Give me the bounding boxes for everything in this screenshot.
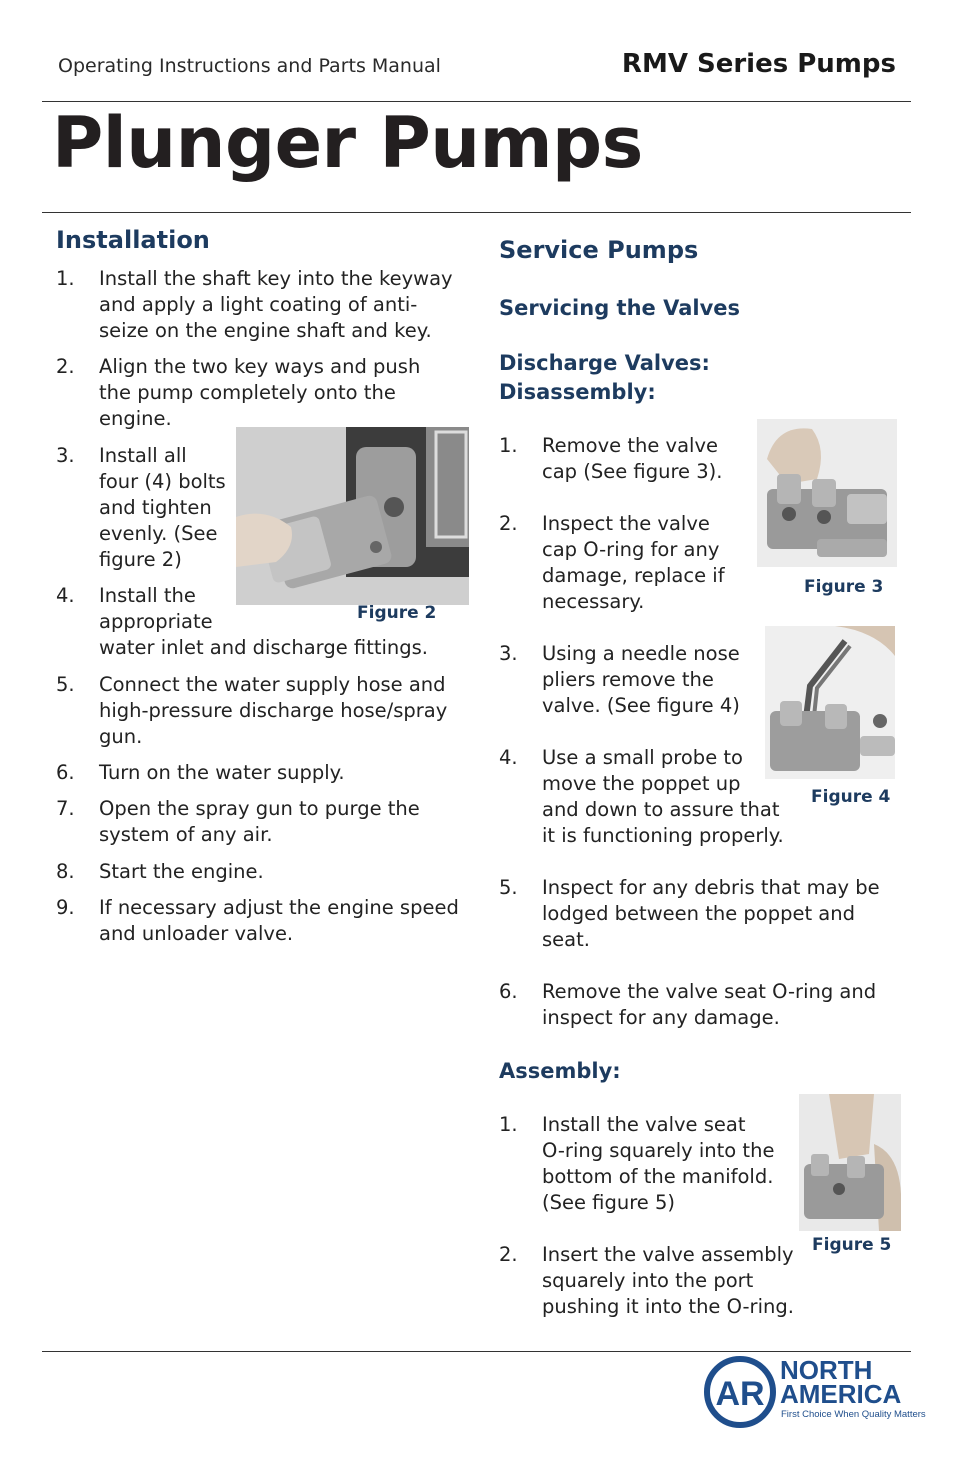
item-number: 7. xyxy=(56,797,75,820)
item-text: seat. xyxy=(542,928,590,951)
figure-4-pliers-photo xyxy=(765,626,895,779)
logo-line-1: NORTH xyxy=(780,1355,873,1385)
item-number: 6. xyxy=(499,980,518,1003)
item-text: squarely into the port xyxy=(542,1269,754,1292)
item-text: inspect for any damage. xyxy=(542,1006,780,1029)
item-text: pliers remove the xyxy=(542,668,714,691)
item-text: and apply a light coating of anti- xyxy=(99,293,418,316)
figure-4-caption: Figure 4 xyxy=(811,787,891,807)
item-text: bottom of the manifold. xyxy=(542,1165,774,1188)
logo-tagline: First Choice When Quality Matters xyxy=(781,1409,926,1420)
item-text: Connect the water supply hose and xyxy=(99,673,446,696)
page-title: Plunger Pumps xyxy=(52,102,643,184)
item-text: Using a needle nose xyxy=(542,642,740,665)
item-text: cap O-ring for any xyxy=(542,538,720,561)
item-number: 3. xyxy=(56,444,75,467)
item-number: 8. xyxy=(56,860,75,883)
item-number: 2. xyxy=(56,355,75,378)
footer-divider xyxy=(42,1351,911,1352)
item-text: Start the engine. xyxy=(99,860,264,883)
logo-line-2: AMERICA xyxy=(780,1379,902,1409)
figure-2-pump-photo xyxy=(236,427,469,605)
item-number: 5. xyxy=(56,673,75,696)
item-number: 3. xyxy=(499,642,518,665)
item-text: system of any air. xyxy=(99,823,273,846)
item-text: and unloader valve. xyxy=(99,922,294,945)
installation-heading: Installation xyxy=(56,226,210,254)
figure-3-valve-cap-photo xyxy=(757,419,897,567)
item-text: water inlet and discharge fittings. xyxy=(99,636,428,659)
item-text: the pump completely onto the xyxy=(99,381,396,404)
item-number: 1. xyxy=(499,1113,518,1136)
item-text: Remove the valve seat O-ring and xyxy=(542,980,877,1003)
item-number: 4. xyxy=(499,746,518,769)
item-text: Align the two key ways and push xyxy=(99,355,421,378)
item-text: Remove the valve xyxy=(542,434,718,457)
figure-2-caption: Figure 2 xyxy=(357,603,437,623)
item-text: valve. (See figure 4) xyxy=(542,694,740,717)
item-number: 2. xyxy=(499,512,518,535)
item-text: four (4) bolts xyxy=(99,470,226,493)
item-text: evenly. (See xyxy=(99,522,218,545)
figure-3-caption: Figure 3 xyxy=(804,577,884,597)
item-text: (See figure 5) xyxy=(542,1191,675,1214)
ar-logo-mark xyxy=(703,1355,777,1429)
item-text: Inspect for any debris that may be xyxy=(542,876,880,899)
item-text: move the poppet up xyxy=(542,772,741,795)
discharge-valves-heading: Discharge Valves: xyxy=(499,351,710,375)
servicing-valves-heading: Servicing the Valves xyxy=(499,296,740,320)
svg-text:AR: AR xyxy=(715,1375,765,1413)
item-text: Install the valve seat xyxy=(542,1113,746,1136)
item-text: Install the xyxy=(99,584,196,607)
manual-type-label: Operating Instructions and Parts Manual xyxy=(58,55,441,77)
item-text: appropriate xyxy=(99,610,213,633)
item-text: cap (See figure 3). xyxy=(542,460,723,483)
item-text: damage, replace if xyxy=(542,564,725,587)
figure-5-caption: Figure 5 xyxy=(812,1235,892,1255)
item-text: gun. xyxy=(99,725,143,748)
item-text: high-pressure discharge hose/spray xyxy=(99,699,448,722)
item-text: Install the shaft key into the keyway xyxy=(99,267,453,290)
item-text: Install all xyxy=(99,444,187,467)
item-number: 9. xyxy=(56,896,75,919)
item-text: Insert the valve assembly xyxy=(542,1243,794,1266)
item-text: Turn on the water supply. xyxy=(99,761,345,784)
disassembly-heading: Disassembly: xyxy=(499,380,656,404)
item-text: O-ring squarely into the xyxy=(542,1139,775,1162)
item-text: necessary. xyxy=(542,590,645,613)
series-title: RMV Series Pumps xyxy=(621,49,896,79)
item-text: figure 2) xyxy=(99,548,182,571)
item-text: pushing it into the O-ring. xyxy=(542,1295,794,1318)
item-text: Open the spray gun to purge the xyxy=(99,797,420,820)
item-text: and tighten xyxy=(99,496,212,519)
item-text: Inspect the valve xyxy=(542,512,710,535)
item-text: If necessary adjust the engine speed xyxy=(99,896,459,919)
figure-5-oring-photo xyxy=(799,1094,901,1231)
assembly-heading: Assembly: xyxy=(499,1059,621,1083)
item-number: 1. xyxy=(56,267,75,290)
item-text: lodged between the poppet and xyxy=(542,902,855,925)
item-number: 4. xyxy=(56,584,75,607)
service-pumps-heading: Service Pumps xyxy=(499,236,699,264)
item-number: 2. xyxy=(499,1243,518,1266)
item-number: 6. xyxy=(56,761,75,784)
item-text: and down to assure that xyxy=(542,798,780,821)
title-divider xyxy=(42,212,911,213)
item-text: engine. xyxy=(99,407,172,430)
item-text: it is functioning properly. xyxy=(542,824,784,847)
item-text: Use a small probe to xyxy=(542,746,743,769)
item-text: seize on the engine shaft and key. xyxy=(99,319,432,342)
item-number: 1. xyxy=(499,434,518,457)
item-number: 5. xyxy=(499,876,518,899)
